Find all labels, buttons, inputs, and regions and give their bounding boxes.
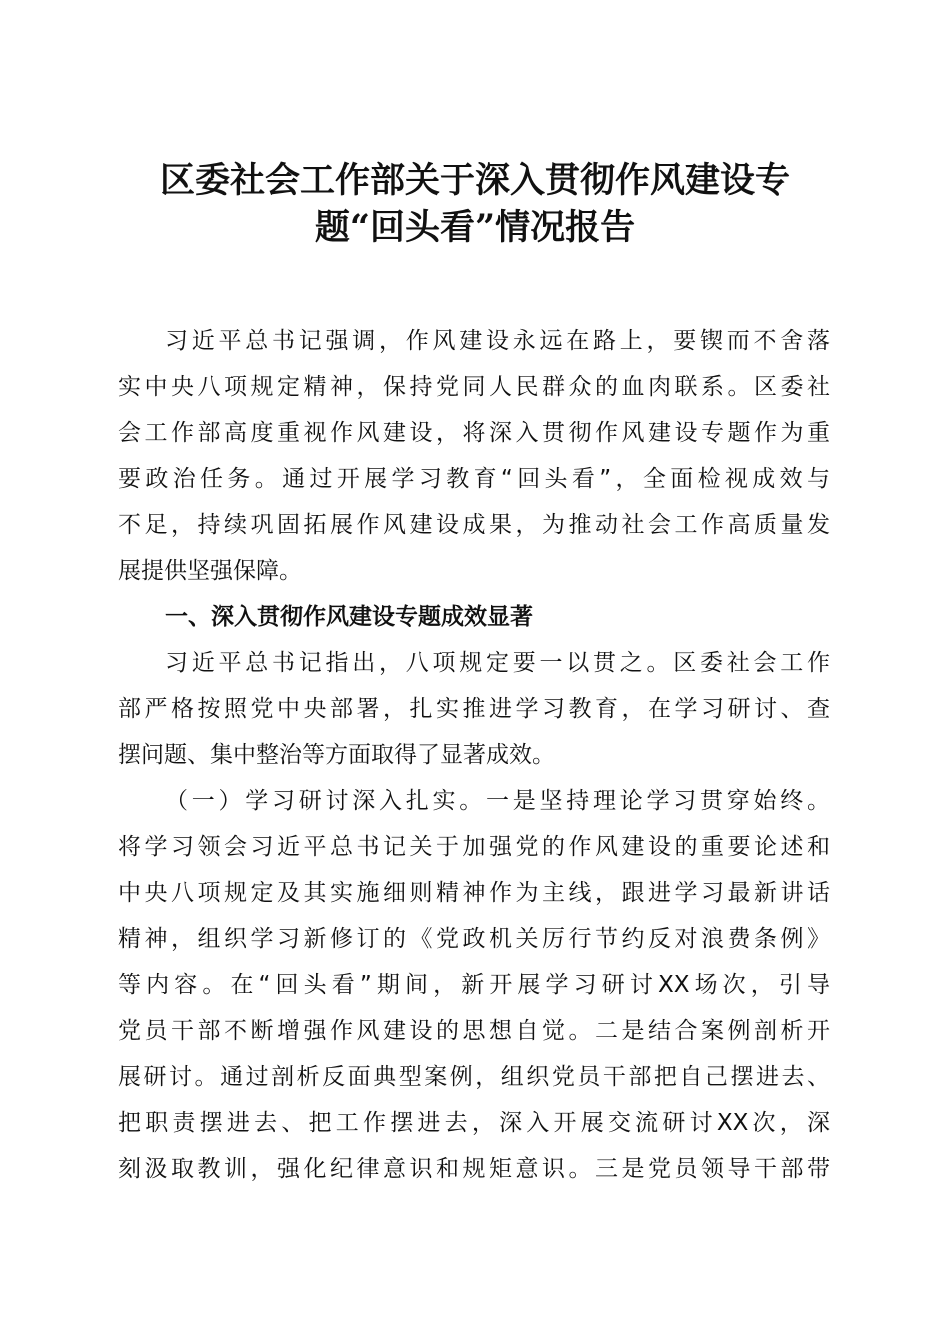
document-title-line-1: 区委社会工作部关于深入贯彻作风建设专 bbox=[159, 160, 790, 201]
body-line: 要政治任务。通过开展学习教育“回头看”，全面检视成效与 bbox=[118, 466, 830, 492]
body-line: 摆问题、集中整治等方面取得了显著成效。 bbox=[118, 742, 555, 768]
body-line: 刻汲取教训，强化纪律意识和规矩意识。三是党员领导干部带 bbox=[118, 1156, 830, 1182]
body-line: 精神，组织学习新修订的《党政机关厉行节约反对浪费条例》 bbox=[118, 926, 830, 952]
body-line: 习近平总书记强调，作风建设永远在路上，要锲而不舍落 bbox=[165, 328, 830, 354]
section-heading: 一、深入贯彻作风建设专题成效显著 bbox=[165, 604, 533, 630]
body-line: 实中央八项规定精神，保持党同人民群众的血肉联系。区委社 bbox=[118, 374, 830, 400]
body-line: 等内容。在“回头看”期间，新开展学习研讨XX场次，引导 bbox=[118, 972, 830, 998]
body-line: 不足，持续巩固拓展作风建设成果，为推动社会工作高质量发 bbox=[118, 512, 830, 538]
body-line: 展研讨。通过剖析反面典型案例，组织党员干部把自己摆进去、 bbox=[118, 1064, 830, 1090]
body-line: 把职责摆进去、把工作摆进去，深入开展交流研讨XX次，深 bbox=[118, 1110, 830, 1136]
body-line: 展提供坚强保障。 bbox=[118, 558, 302, 584]
body-line: 将学习领会习近平总书记关于加强党的作风建设的重要论述和 bbox=[118, 834, 830, 860]
document-title-line-2: 题“回头看”情况报告 bbox=[314, 207, 636, 248]
body-line: （一）学习研讨深入扎实。一是坚持理论学习贯穿始终。 bbox=[165, 788, 830, 814]
body-line: 党员干部不断增强作风建设的思想自觉。二是结合案例剖析开 bbox=[118, 1018, 830, 1044]
body-line: 部严格按照党中央部署，扎实推进学习教育，在学习研讨、查 bbox=[118, 696, 830, 722]
body-line: 中央八项规定及其实施细则精神作为主线，跟进学习最新讲话 bbox=[118, 880, 830, 906]
body-line: 会工作部高度重视作风建设，将深入贯彻作风建设专题作为重 bbox=[118, 420, 830, 446]
body-line: 习近平总书记指出，八项规定要一以贯之。区委社会工作 bbox=[165, 650, 830, 676]
